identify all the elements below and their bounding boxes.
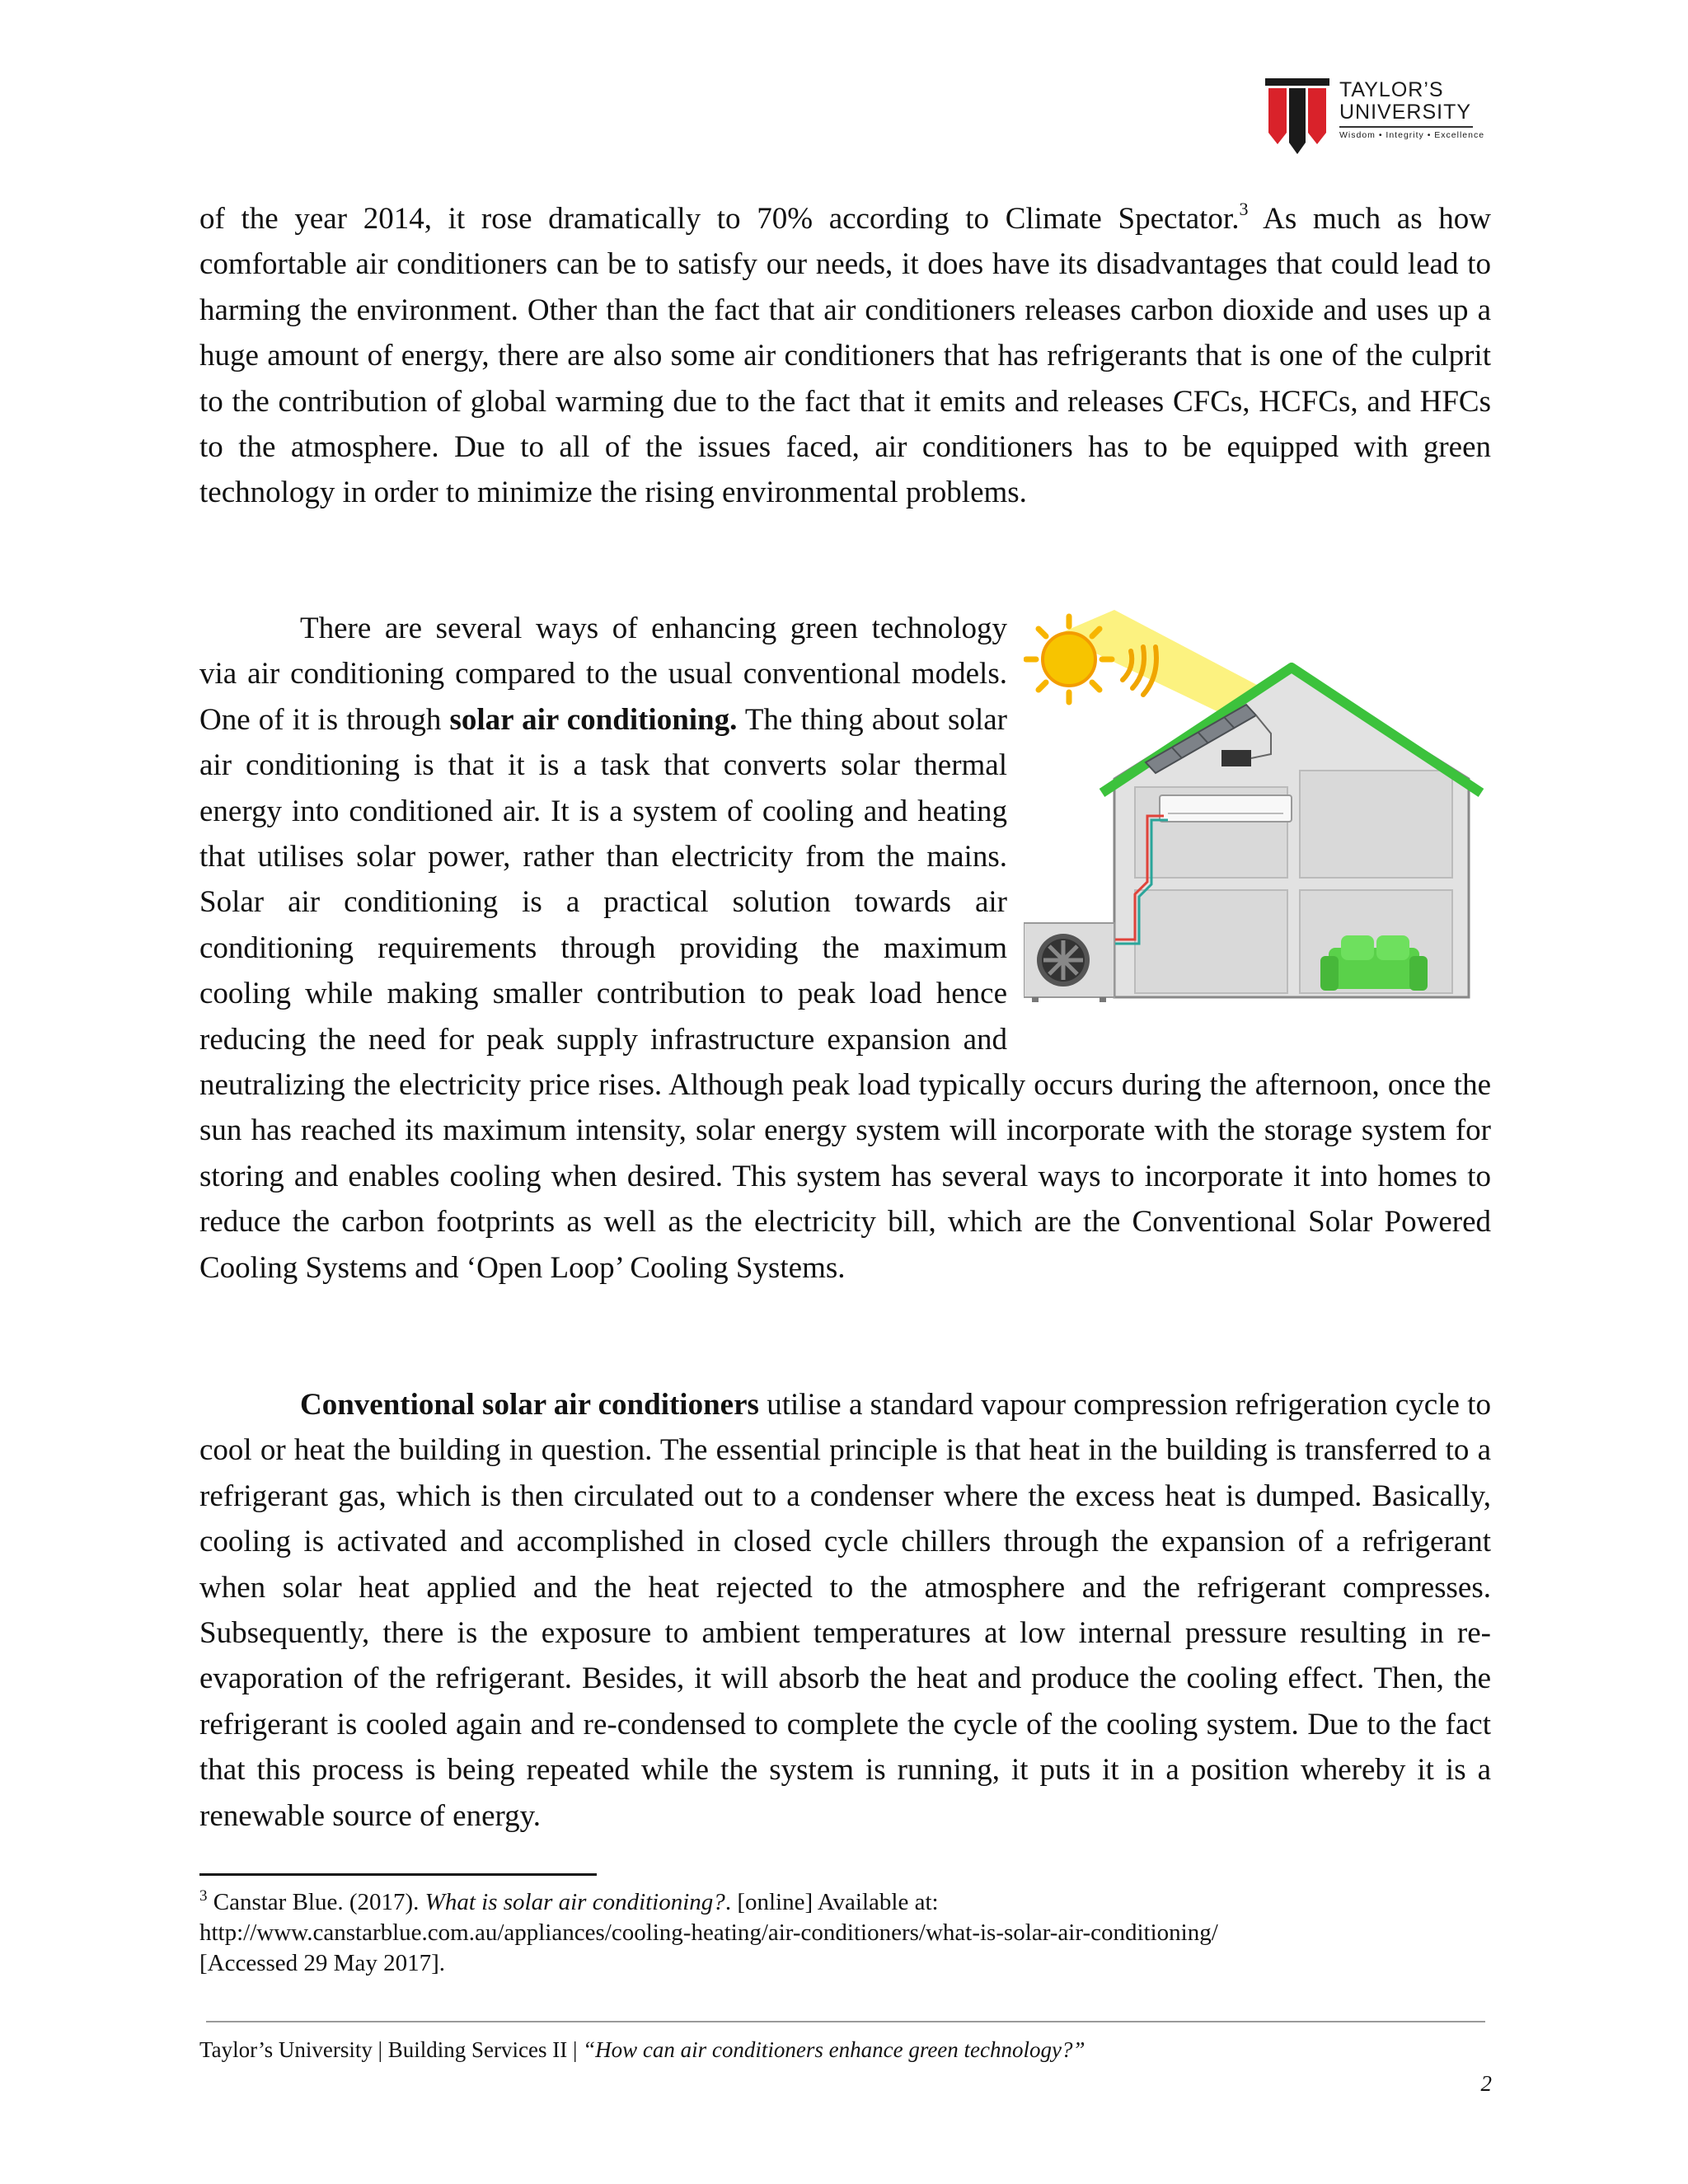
footnote-citation: $^3$ Canstar Blue. (2017). What is solar air conditioning?. [online] Available at: [199,1887,939,1915]
indoor-ac-unit-icon [1160,795,1292,822]
taylors-crest-icon [1265,78,1331,157]
outdoor-condenser-icon [1024,923,1114,1002]
footnote-accessed: [Accessed 29 May 2017]. [199,1950,445,1976]
logo-wordmark-line1: TAYLOR’S [1339,78,1444,101]
page-number: 2 [1480,2071,1492,2096]
paragraph-1-text-b: As much as how comfortable air conditioners can be to satisfy our needs, it does have its disadvantages that could lead to harming the environment. Other than the fact that air conditioners releases carbon dioxide and uses up a huge amount of energy, there are also some air conditioners that has refrigerants that is one of the culprit to the contribution of global warming due to the fact that it emits and releases CFCs, HCFCs, and HFCs to the atmosphere. Due to all of the issues faced, air conditioners has to be equipped with green technology in order to minimize the rising environmental problems. [199,202,1491,510]
footer-divider [206,2021,1485,2022]
paragraph-2-bold: solar air conditioning. [449,702,738,737]
solar-house-icon [1024,610,1499,1022]
paragraph-3-text: utilise a standard vapour compression refrigeration cycle to cool or heat the building in question. The essential principle is that heat in the building is transferred to a refrigerant gas, which is then circulated out to a condenser where the excess heat is dumped. Basically, cooling is activated and accomplished in closed cycle chillers through the expansion of a refrigerant when solar heat applied and the heat rejected to the atmosphere and the refrigerant compresses. Subsequently, there is the exposure to ambient temperatures at low internal pressure resulting in re-evaporation of the refrigerant. Besides, it will absorb the heat and produce the cooling effect. Then, the refrigerant is cooled again and re-condensed to complete the cycle of the cooling system. Due to the fact that this process is being repeated while the system is running, it puts it in a position whereby it is a renewable source of energy. [199,1388,1491,1833]
paragraph-2 [199,606,1491,1291]
solar-ac-house-illustration [1024,610,1499,1022]
paragraph-2-text-a: There are several ways of enhancing green technology via air conditioning compared to the usual conventional models. One of it is through [199,612,1007,737]
paragraph-3-bold: Conventional solar air conditioners [300,1388,759,1422]
footnote-ref-3[interactable]: 3 [1239,199,1249,219]
logo-divider [1339,126,1473,128]
footer-left: Taylor’s University | Building Services II | [199,2037,584,2062]
paragraph-1 [199,196,1491,516]
footnote-separator [199,1873,597,1876]
footnote-title: What is solar air conditioning? [424,1889,725,1915]
footer-title: “How can air conditioners enhance green technology?” [583,2037,1085,2062]
footnote-number: 3 [199,1887,208,1905]
logo-wordmark-line2: UNIVERSITY [1339,101,1472,124]
logo-tagline: Wisdom • Integrity • Excellence [1339,130,1485,140]
footnote-3 [199,1887,1518,1979]
paragraph-2-text-b: The thing about solar air conditioning is that it is a task that converts solar thermal energy into conditioned air. It is a system of cooling and heating that utilises solar power, rather than electricity from the mains. Solar air conditioning is a practical solution towards air conditioning requirements through providing the maximum cooling while making smaller contribution to peak load hence reducing the need for peak supply infrastructure expansion and neutralizing the electricity price rises. Although peak load typically occurs during the afternoon, once the sun has reached its maximum intensity, solar energy system will incorporate with the storage system for storing and enables cooling when desired. This system has several ways to incorporate it into homes to reduce the carbon footprints as well as the electricity bill, which are the Conventional Solar Powered Cooling Systems and ‘Open Loop’ Cooling Systems. [199,702,1491,1285]
university-logo [1265,78,1485,157]
paragraph-1-text-a: of the year 2014, it rose dramatically to 70% according to Climate Spectator. [199,202,1240,236]
footnote-url-link[interactable]: http://www.canstarblue.com.au/appliances/cooling-heating/air-conditioners/what-is-solar-air-conditioning/ [199,1919,1218,1946]
paragraph-3 [199,1382,1491,1839]
page-footer [199,2036,1085,2064]
